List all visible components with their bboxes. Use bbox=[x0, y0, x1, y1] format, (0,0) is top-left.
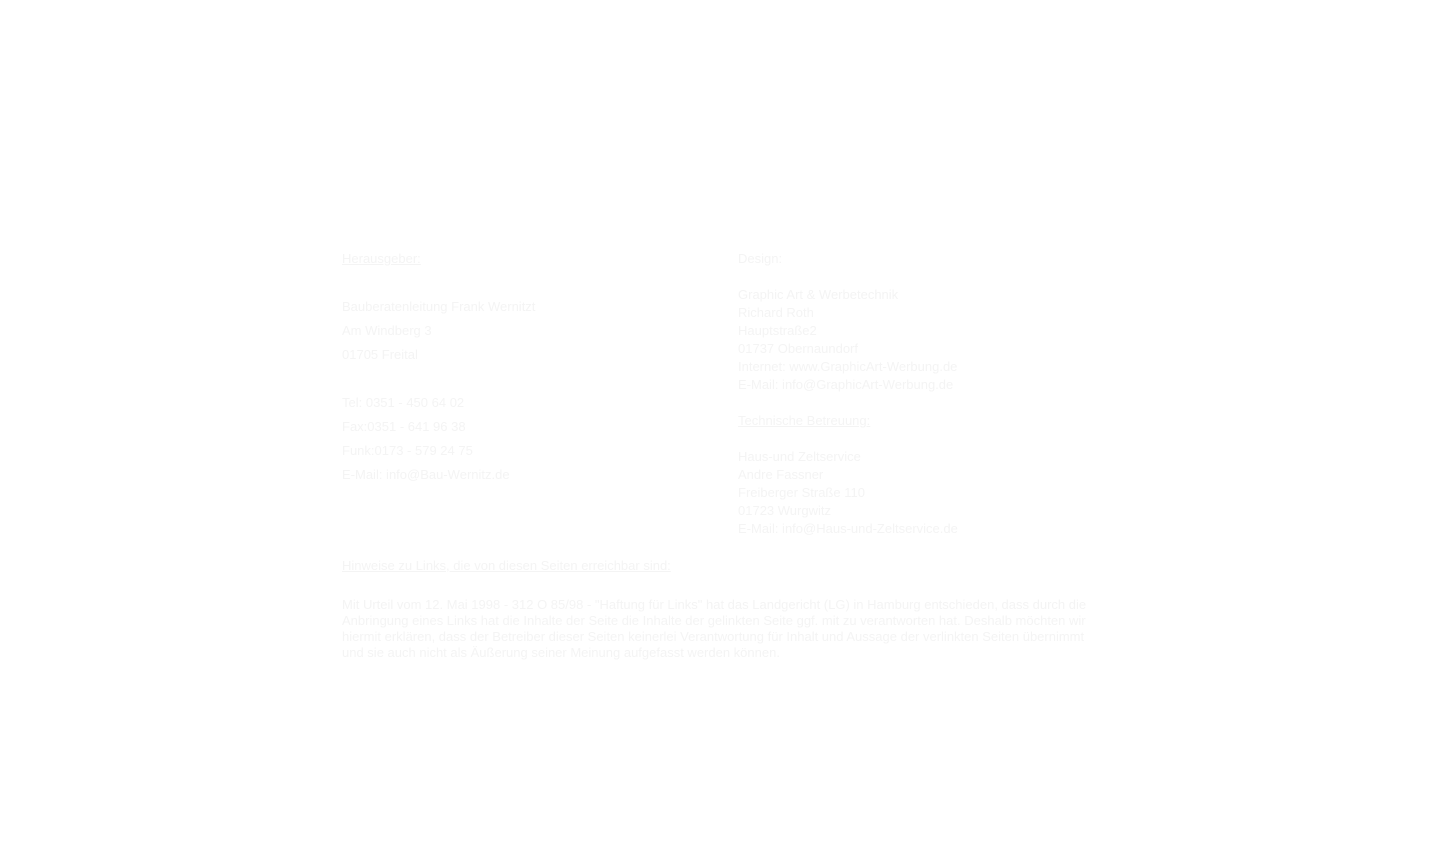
spacer bbox=[342, 271, 722, 295]
design-heading: Design: bbox=[738, 251, 783, 266]
imprint-street: Am Windberg 3 bbox=[342, 323, 432, 338]
imprint-mobile: Funk:0173 - 579 24 75 bbox=[342, 443, 473, 458]
imprint-email-link[interactable]: E-Mail: info@Bau-Wernitz.de bbox=[342, 467, 510, 482]
design-city: 01737 Obernaundorf bbox=[738, 341, 858, 356]
imprint-company: Bauberatenleitung Frank Wernitzt bbox=[342, 299, 536, 314]
imprint-city: 01705 Freital bbox=[342, 347, 418, 362]
tech-street: Freiberger Straße 110 bbox=[738, 485, 865, 500]
design-company: Graphic Art & Werbetechnik bbox=[738, 287, 899, 302]
credits-section bbox=[738, 250, 1098, 538]
spacer bbox=[738, 430, 1098, 448]
tech-city: 01723 Wurgwitz bbox=[738, 503, 831, 518]
tech-heading: Technische Betreuung: bbox=[738, 413, 871, 428]
links-notice-section bbox=[342, 558, 1102, 661]
spacer bbox=[342, 367, 722, 391]
imprint-section bbox=[342, 247, 722, 487]
imprint-phone: Tel: 0351 - 450 64 02 bbox=[342, 395, 465, 410]
spacer bbox=[738, 268, 1098, 286]
imprint-fax: Fax:0351 - 641 96 38 bbox=[342, 419, 466, 434]
links-notice-paragraph: Mit Urteil vom 12. Mai 1998 - 312 O 85/98 - "Haftung für Links" hat das Landgericht (LG) in Hamburg entschieden, dass durch die Anbringung eines Links hat die Inhalte der Seite die Inhalte der gelinkten Seite ggf. mit zu verantworten hat. Deshalb möchten wir hiermit erklären, dass der Betreiber dieser Seiten keinerlei Verantwortung für Inhalt und Aussage der verlinkten Seiten übernimmt und sie auch nicht als Äußerung seiner Meinung aufgefasst werden können. bbox=[342, 597, 1087, 660]
imprint-heading: Herausgeber: bbox=[342, 251, 421, 266]
tech-name: Andre Fassner bbox=[738, 467, 824, 482]
design-name: Richard Roth bbox=[738, 305, 814, 320]
design-email-link[interactable]: E-Mail: info@GraphicArt-Werbung.de bbox=[738, 377, 954, 392]
design-street: Hauptstraße2 bbox=[738, 323, 817, 338]
design-internet-link[interactable]: Internet: www.GraphicArt-Werbung.de bbox=[738, 359, 958, 374]
links-notice-heading: Hinweise zu Links, die von diesen Seiten erreichbar sind: bbox=[342, 558, 671, 573]
spacer bbox=[738, 394, 1098, 412]
tech-company: Haus-und Zeltservice bbox=[738, 449, 861, 464]
tech-email-link[interactable]: E-Mail: info@Haus-und-Zeltservice.de bbox=[738, 521, 958, 536]
